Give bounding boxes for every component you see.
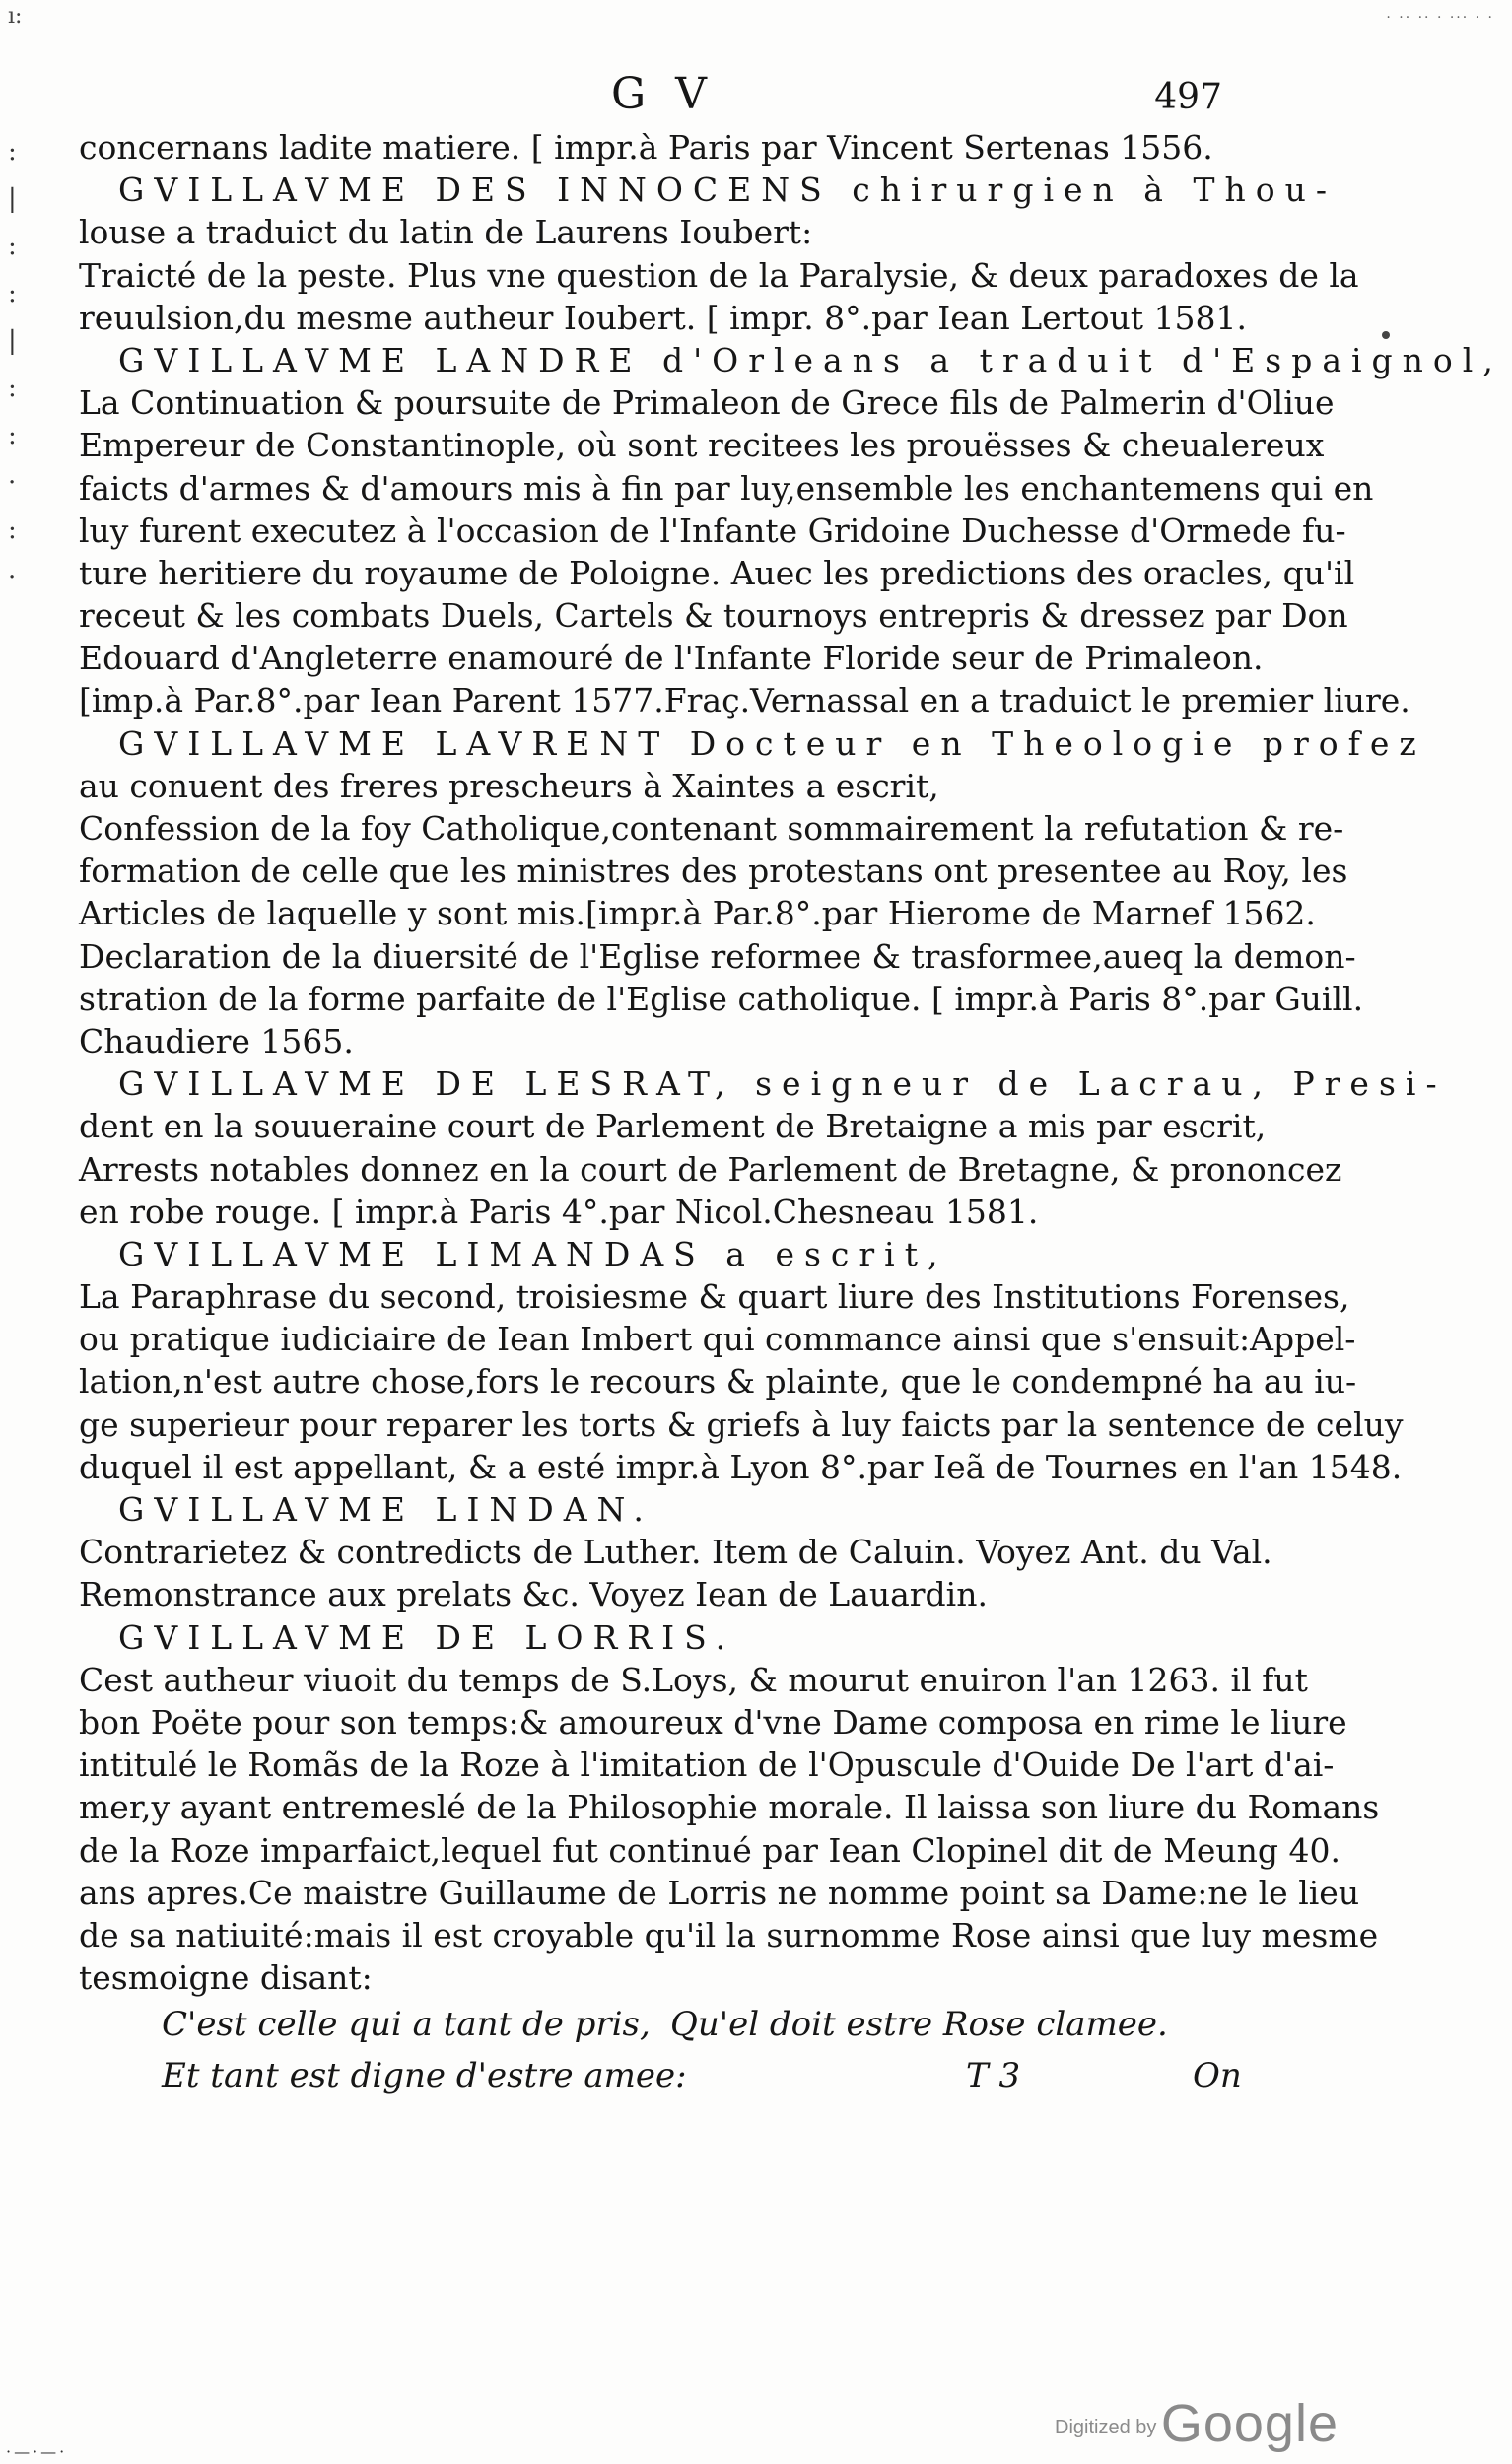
page-number: 497 [1154, 77, 1222, 117]
text-line: dent en la souueraine court de Parlement de Bretaigne a mis par escrit, [79, 1107, 1267, 1146]
verse-text: Et tant est digne d'estre amee: [162, 2056, 687, 2096]
text-line: lation,n'est autre chose,fors le recours & plainte, que le condempné ha au iu- [79, 1362, 1357, 1402]
text-line: tesmoigne disant: [79, 1958, 373, 1998]
text-line: Empereur de Constantinople, où sont recitees les prouësses & cheualereux [79, 426, 1325, 465]
text-line: Arrests notables donnez en la court de Parlement de Bretagne, & prononcez [79, 1149, 1342, 1189]
text-line: intitulé le Romãs de la Roze à l'imitation de l'Opuscule d'Ouide De l'art d'ai- [79, 1745, 1335, 1785]
google-logo: Google [1160, 2394, 1339, 2453]
text-line: La Paraphrase du second, troisiesme & quart liure des Institutions Forenses, [79, 1277, 1350, 1317]
verse-text: C'est celle qui a tant de pris, [162, 2005, 651, 2045]
text-line: Confession de la foy Catholique,contenant sommairement la refutation & re- [79, 809, 1344, 848]
text-line: Cest autheur viuoit du temps de S.Loys, & mourut enuiron l'an 1263. il fut [79, 1660, 1308, 1699]
text-line: Chaudiere 1565. [79, 1021, 354, 1061]
scan-noise-bottom: ·—·—· [6, 2442, 68, 2461]
signature-mark: T 3 [966, 2056, 1021, 2096]
scan-noise-top: · ·· ·· · ··· · · [1386, 10, 1494, 26]
text-line: Traicté de la peste. Plus vne question de la Paralysie, & deux paradoxes de la [79, 255, 1359, 295]
verse-text: Qu'el doit estre Rose clamee. [670, 2005, 1168, 2045]
digitization-watermark [1055, 2393, 1339, 2454]
ink-spot [1382, 331, 1390, 339]
text-line: Articles de laquelle y sont mis.[impr.à Par.8°.par Hierome de Marnef 1562. [79, 894, 1316, 933]
entry-heading: GVILLAVME LANDRE d'Orleans a traduit d'Espaignol, [118, 340, 1503, 379]
entry-heading: GVILLAVME LAVRENT Docteur en Theologie profez [118, 723, 1426, 763]
verse-line [79, 2050, 1252, 2101]
text-line: de sa natiuité:mais il est croyable qu'il la surnomme Rose ainsi que luy mesme [79, 1915, 1379, 1954]
text-line: faicts d'armes & d'amours mis à fin par luy,ensemble les enchantemens qui en [79, 468, 1374, 508]
catchword: On [1193, 2056, 1242, 2096]
verse-line [79, 1999, 1252, 2050]
scan-edge-mark: ı: [8, 4, 23, 29]
text-line: [imp.à Par.8°.par Iean Parent 1577.Fraç.Vernassal en a traduict le premier liure. [79, 681, 1410, 720]
text-line: mer,y ayant entremeslé de la Philosophie morale. Il laissa son liure du Romans [79, 1788, 1380, 1827]
scan-margin-marks: : | : : | : : · : · [8, 137, 17, 592]
text-line: ture heritiere du royaume de Poloigne. Auec les predictions des oracles, qu'il [79, 553, 1355, 592]
text-line: Remonstrance aux prelats &c. Voyez Iean de Lauardin. [79, 1575, 988, 1614]
entry-heading: GVILLAVME DES INNOCENS chirurgien à Thou- [118, 171, 1337, 210]
main-text [79, 126, 1503, 2101]
text-line: duquel il est appellant, & a esté impr.à Lyon 8°.par Ieã de Tournes en l'an 1548. [79, 1447, 1403, 1486]
text-line: louse a traduict du latin de Laurens Ioubert: [79, 213, 813, 252]
text-line: receut & les combats Duels, Cartels & tournoys entrepris & dressez par Don [79, 596, 1348, 636]
text-line: ge superieur pour reparer les torts & griefs à luy faicts par la sentence de celuy [79, 1404, 1404, 1444]
text-line: concernans ladite matiere. [ impr.à Paris par Vincent Sertenas 1556. [79, 128, 1213, 167]
text-line: La Continuation & poursuite de Primaleon de Grece fils de Palmerin d'Oliue [79, 383, 1335, 423]
running-head: G V [611, 69, 715, 119]
text-line: stration de la forme parfaite de l'Eglise catholique. [ impr.à Paris 8°.par Guill. [79, 979, 1364, 1018]
text-line: Declaration de la diuersité de l'Eglise reformee & trasformee,aueq la demon- [79, 936, 1356, 976]
page-header [79, 69, 1222, 128]
text-line: reuulsion,du mesme autheur Ioubert. [ impr. 8°.par Iean Lertout 1581. [79, 298, 1248, 337]
entry-heading: GVILLAVME LINDAN. [118, 1490, 653, 1529]
text-line: bon Poëte pour son temps:& amoureux d'vne Dame composa en rime le liure [79, 1702, 1347, 1742]
text-line: en robe rouge. [ impr.à Paris 4°.par Nicol.Chesneau 1581. [79, 1192, 1039, 1231]
text-line: au conuent des freres prescheurs à Xaintes a escrit, [79, 766, 939, 805]
text-line: de la Roze imparfaict,lequel fut continué par Iean Clopinel dit de Meung 40. [79, 1830, 1340, 1870]
entry-heading: GVILLAVME LIMANDAS a escrit, [118, 1234, 948, 1273]
text-line: Edouard d'Angleterre enamouré de l'Infante Floride seur de Primaleon. [79, 639, 1264, 678]
text-line: Contrarietez & contredicts de Luther. Item de Caluin. Voyez Ant. du Val. [79, 1533, 1272, 1572]
text-line: luy furent executez à l'occasion de l'Infante Gridoine Duchesse d'Ormede fu- [79, 511, 1346, 550]
text-line: ans apres.Ce maistre Guillaume de Lorris ne nomme point sa Dame:ne le lieu [79, 1873, 1360, 1912]
digitized-by-text: Digitized by [1055, 2417, 1157, 2438]
entry-heading: GVILLAVME DE LESRAT, seigneur de Lacrau, Presi- [118, 1064, 1447, 1104]
text-line: formation de celle que les ministres des protestans ont presentee au Roy, les [79, 852, 1348, 891]
entry-heading: GVILLAVME DE LORRIS. [118, 1617, 736, 1657]
text-line: ou pratique iudiciaire de Iean Imbert qui commance ainsi que s'ensuit:Appel- [79, 1320, 1356, 1359]
